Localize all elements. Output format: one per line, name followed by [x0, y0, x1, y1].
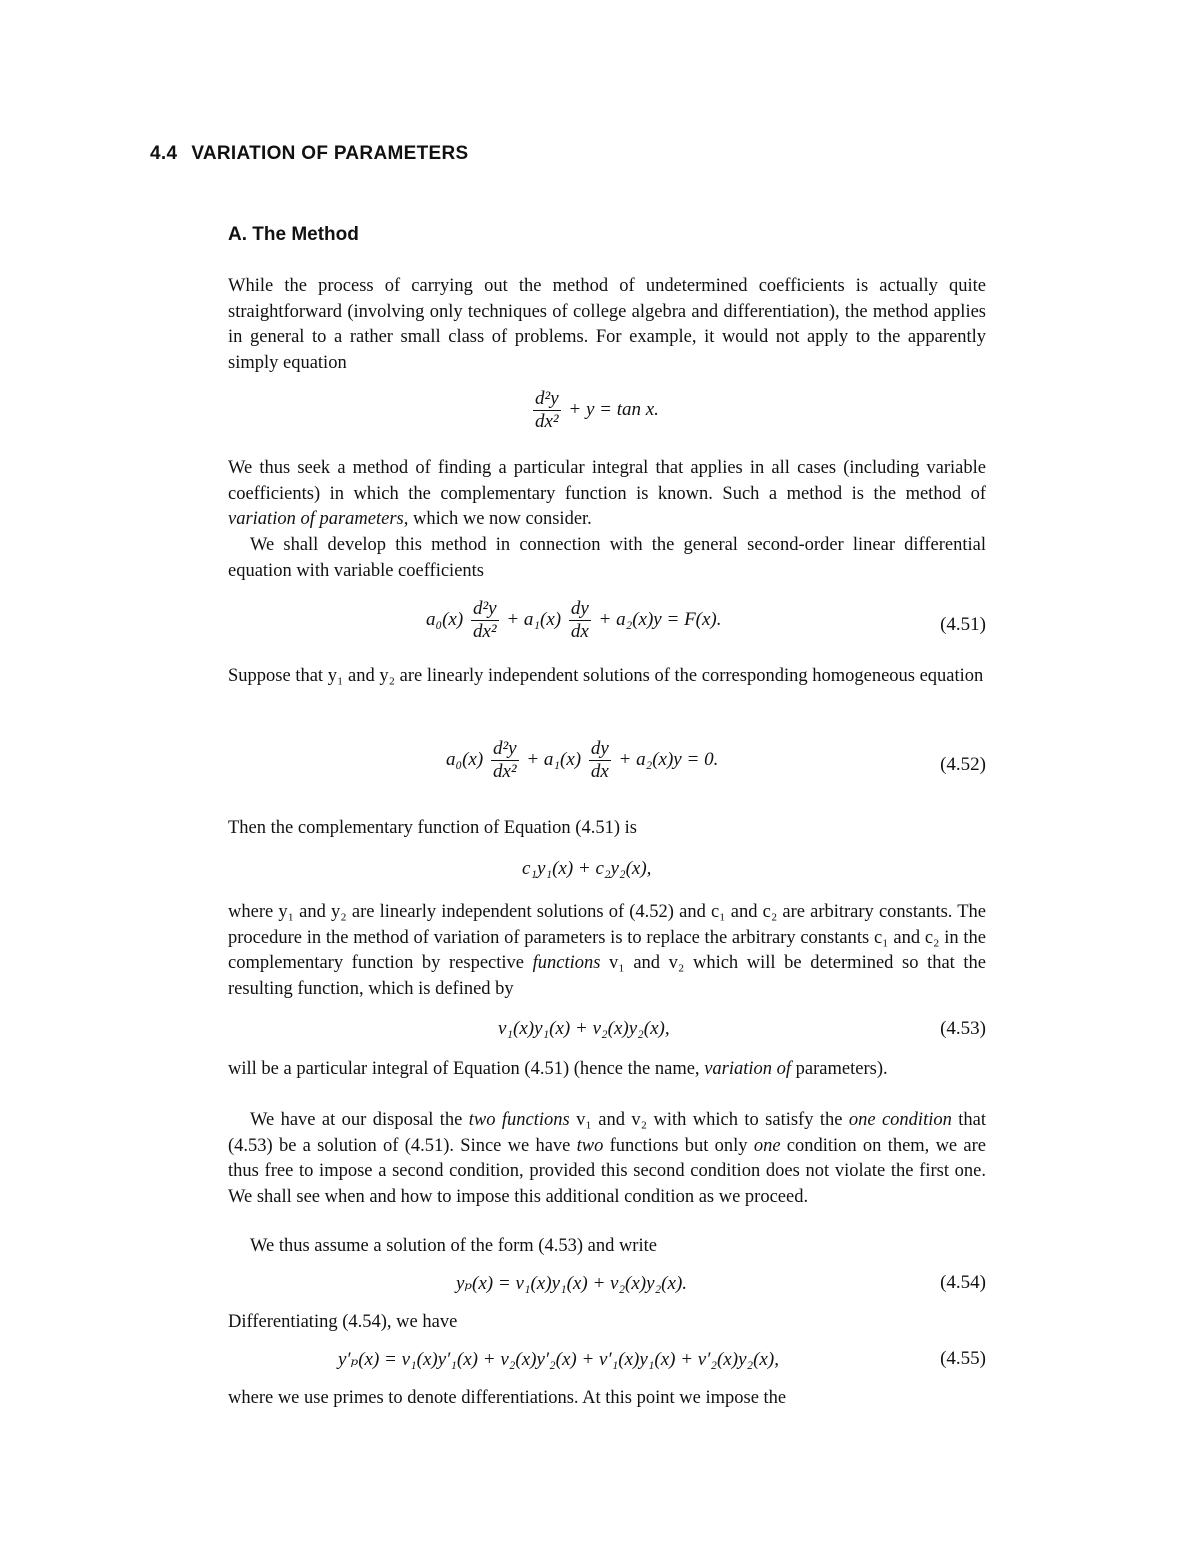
subsection-heading: A. The Method — [228, 224, 359, 245]
equation-number: (4.52) — [940, 754, 986, 775]
paragraph-complementary: Then the complementary function of Equation (4.51) is — [228, 818, 637, 838]
equation-number: (4.55) — [940, 1348, 986, 1369]
equation-tan: $\frac{\text{d²y}}{\text{dx²}}$ + y = tan x. — [535, 388, 659, 432]
equation-4-52: a₀(x) $\frac{\text{d²y}}{\text{dx²}}$ + a₁(x) $\frac{dy}{dx}$ + a₂(x)y = 0. (4.52) — [446, 738, 986, 782]
equation-complementary-function: c₁y₁(x) + c₂y₂(x), — [522, 858, 652, 879]
paragraph-procedure: where y₁ and y₂ are linearly independent solutions of (4.52) and c₁ and c₂ are arbitrary constants. The procedure in the method of variation of parameters is to replace the arbitrary constants c₁ and c₂ in the complementary function by respective functions v₁ and v₂ which will be determined so that the resulting function, which is defined by — [228, 902, 987, 999]
equation-4-55: y′ₚ(x) = v₁(x)y′₁(x) + v₂(x)y′₂(x) + v′₁(x)y₁(x) + v′₂(x)y₂(x), (4.55) — [338, 1348, 986, 1370]
paragraph-intro: While the process of carrying out the method of undetermined coefficients is actually quite straightforward (involving only techniques of college algebra and differentiation), the method applies in general to a rather small class of problems. For example, it would not apply to the apparently simply equation — [228, 276, 986, 373]
paragraph-particular-integral: will be a particular integral of Equation (4.51) (hence the name, variation of parameters). — [228, 1059, 888, 1079]
paragraph-disposal: We have at our disposal the two functions v₁ and v₂ with which to satisfy the one condition that (4.53) be a solution of (4.51). Since we have two functions but only one condition on them, we are thus free to impose a second condition, provided this second condition does not violate the first one. We shall see when and how to impose this additional condition as we proceed. — [228, 1110, 987, 1207]
equation-4-53: v₁(x)y₁(x) + v₂(x)y₂(x), (4.53) — [498, 1018, 986, 1039]
paragraph-seek-method: We thus seek a method of finding a particular integral that applies in all cases (including variable coefficients) in which the complementary function is known. Such a method is the method of variation of parameters, which we now consider. — [228, 458, 986, 530]
paragraph-suppose: Suppose that y₁ and y₂ are linearly independent solutions of the corresponding homogeneous equation — [228, 666, 984, 686]
section-title: VARIATION OF PARAMETERS — [191, 143, 469, 164]
equation-number: (4.54) — [940, 1272, 986, 1293]
section-number: 4.4 — [150, 143, 178, 164]
section-heading — [150, 143, 468, 165]
paragraph-primes: where we use primes to denote differentiations. At this point we impose the — [228, 1388, 787, 1408]
equation-4-54: yₚ(x) = v₁(x)y₁(x) + v₂(x)y₂(x). (4.54) — [456, 1272, 986, 1294]
equation-4-51: a₀(x) $\frac{\text{d²y}}{\text{dx²}}$ + a₁(x) $\frac{dy}{dx}$ + a₂(x)y = F(x). (4.51) — [426, 598, 986, 642]
paragraph-differentiating: Differentiating (4.54), we have — [228, 1312, 458, 1332]
paragraph-assume: We thus assume a solution of the form (4.53) and write — [250, 1236, 657, 1256]
paragraph-develop: We shall develop this method in connection with the general second-order linear differential equation with variable coefficients — [228, 535, 986, 581]
fraction-d2y-dx2: $\frac{\text{d²y}}{\text{dx²}}$ — [535, 388, 559, 432]
equation-number: (4.51) — [940, 614, 986, 635]
equation-number: (4.53) — [940, 1018, 986, 1039]
